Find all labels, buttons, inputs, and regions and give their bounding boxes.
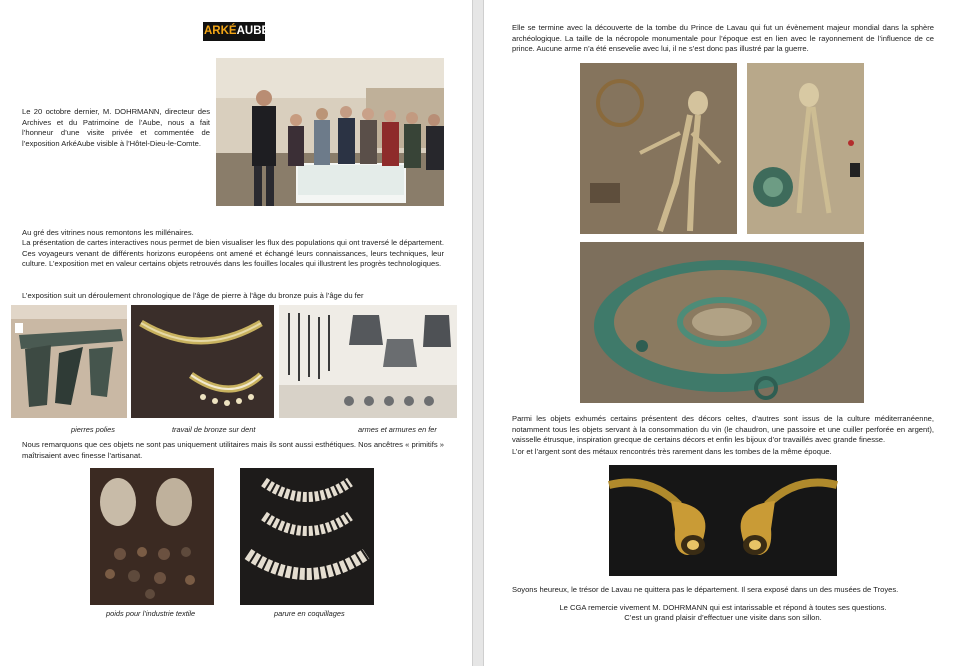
paragraph-exhumed-objects: Parmi les objets exhumés certains présentent des décors celtes, d’autres sont issus de la culture méditerranéenne, notamment tous les objets servant à la consommation du vin (le chaudron, une passoire et une cuiller perforée en argent), vaisselle étrusque, inspiration grecque de certains décors et enfin les bijoux d’or travaillés avec grande finesse. — [512, 414, 934, 445]
page-gutter — [472, 0, 484, 666]
closing-thanks: Le CGA remercie vivement M. DOHRMANN qui est intarissable et répond à toutes ses questions. — [559, 603, 887, 612]
caption-polished-stones: pierres polies — [71, 425, 115, 434]
photo-shell-adornment — [240, 468, 374, 605]
photo-tomb-skeleton — [580, 63, 737, 234]
photo-polished-stones — [11, 305, 127, 418]
intro-paragraph: Le 20 octobre dernier, M. DOHRMANN, directeur des Archives et du Patrimoine de l’Aube, nous a fait l’honneur d’une visite privée et commentée de l’exposition ArkéAube visible à l’Hôtel-Dieu-le-Comte. — [22, 107, 210, 148]
document-page-left — [0, 0, 472, 666]
logo-part-arke: ARKÉ — [204, 25, 237, 37]
photo-gold-torc — [609, 465, 837, 576]
photo-iron-arms-armour — [279, 305, 457, 418]
paragraph-chronology: L’exposition suit un déroulement chronologique de l’âge de pierre à l’âge du bronze puis à l’âge du fer — [22, 291, 364, 300]
paragraph-millennia: Au gré des vitrines nous remontons les millénaires. — [22, 228, 194, 237]
paragraph-gold-silver: L’or et l’argent sont des métaux rencontrés très rarement dans les tombes de la même époque. — [512, 447, 832, 456]
photo-visitors-exhibition — [216, 58, 444, 206]
caption-shell-adornment: parure en coquillages — [274, 609, 345, 618]
arkeaube-logo — [203, 22, 270, 41]
caption-iron-arms: armes et armures en fer — [358, 425, 437, 434]
caption-textile-weights: poids pour l’industrie textile — [106, 609, 196, 618]
paragraph-aesthetics: Nous remarquons que ces objets ne sont pas uniquement utilitaires mais ils sont aussi esthétiques. Nos ancêtres « primitifs » maîtrisaient avec finesse l’artisanat. — [22, 440, 444, 460]
paragraph-prince-lavau: Elle se termine avec la découverte de la tombe du Prince de Lavau qui fut un évènement majeur mondial dans la sphère archéologique. La taille de la nécropole monumentale pour l’époque est en lien avec le rayonnement de l’influence de ce prince. Aucune arme n’a été ensevelie avec lui, il ne s’est donc pas illustré par la guerre. — [512, 23, 934, 54]
photo-bronze-work — [131, 305, 274, 418]
paragraph-interactive-maps: La présentation de cartes interactives nous permet de bien visualiser les flux des populations qui ont traversé le département. Ces voyageurs venant de différents horizons européens ont amené et échangé leurs connaissances, leurs techniques, leur culture. L’exposition met en valeur certains objets retrouvés dans les fouilles locales qui illustrent les progrès technologiques. — [22, 238, 444, 269]
photo-textile-weights — [90, 468, 214, 605]
paragraph-troyes-museum: Soyons heureux, le trésor de Lavau ne quittera pas le département. Il sera exposé dans un des musées de Troyes. — [512, 585, 899, 594]
photo-bronze-cauldron — [580, 242, 864, 403]
closing-pleasure: C’est un grand plaisir d’effectuer une visite dans son sillon. — [624, 613, 822, 622]
caption-bronze-work: travail de bronze sur dent — [172, 425, 256, 434]
document-page-right — [484, 0, 956, 666]
photo-tomb-bronze-vessel — [747, 63, 864, 234]
logo-part-aube: AUBE — [236, 25, 270, 37]
